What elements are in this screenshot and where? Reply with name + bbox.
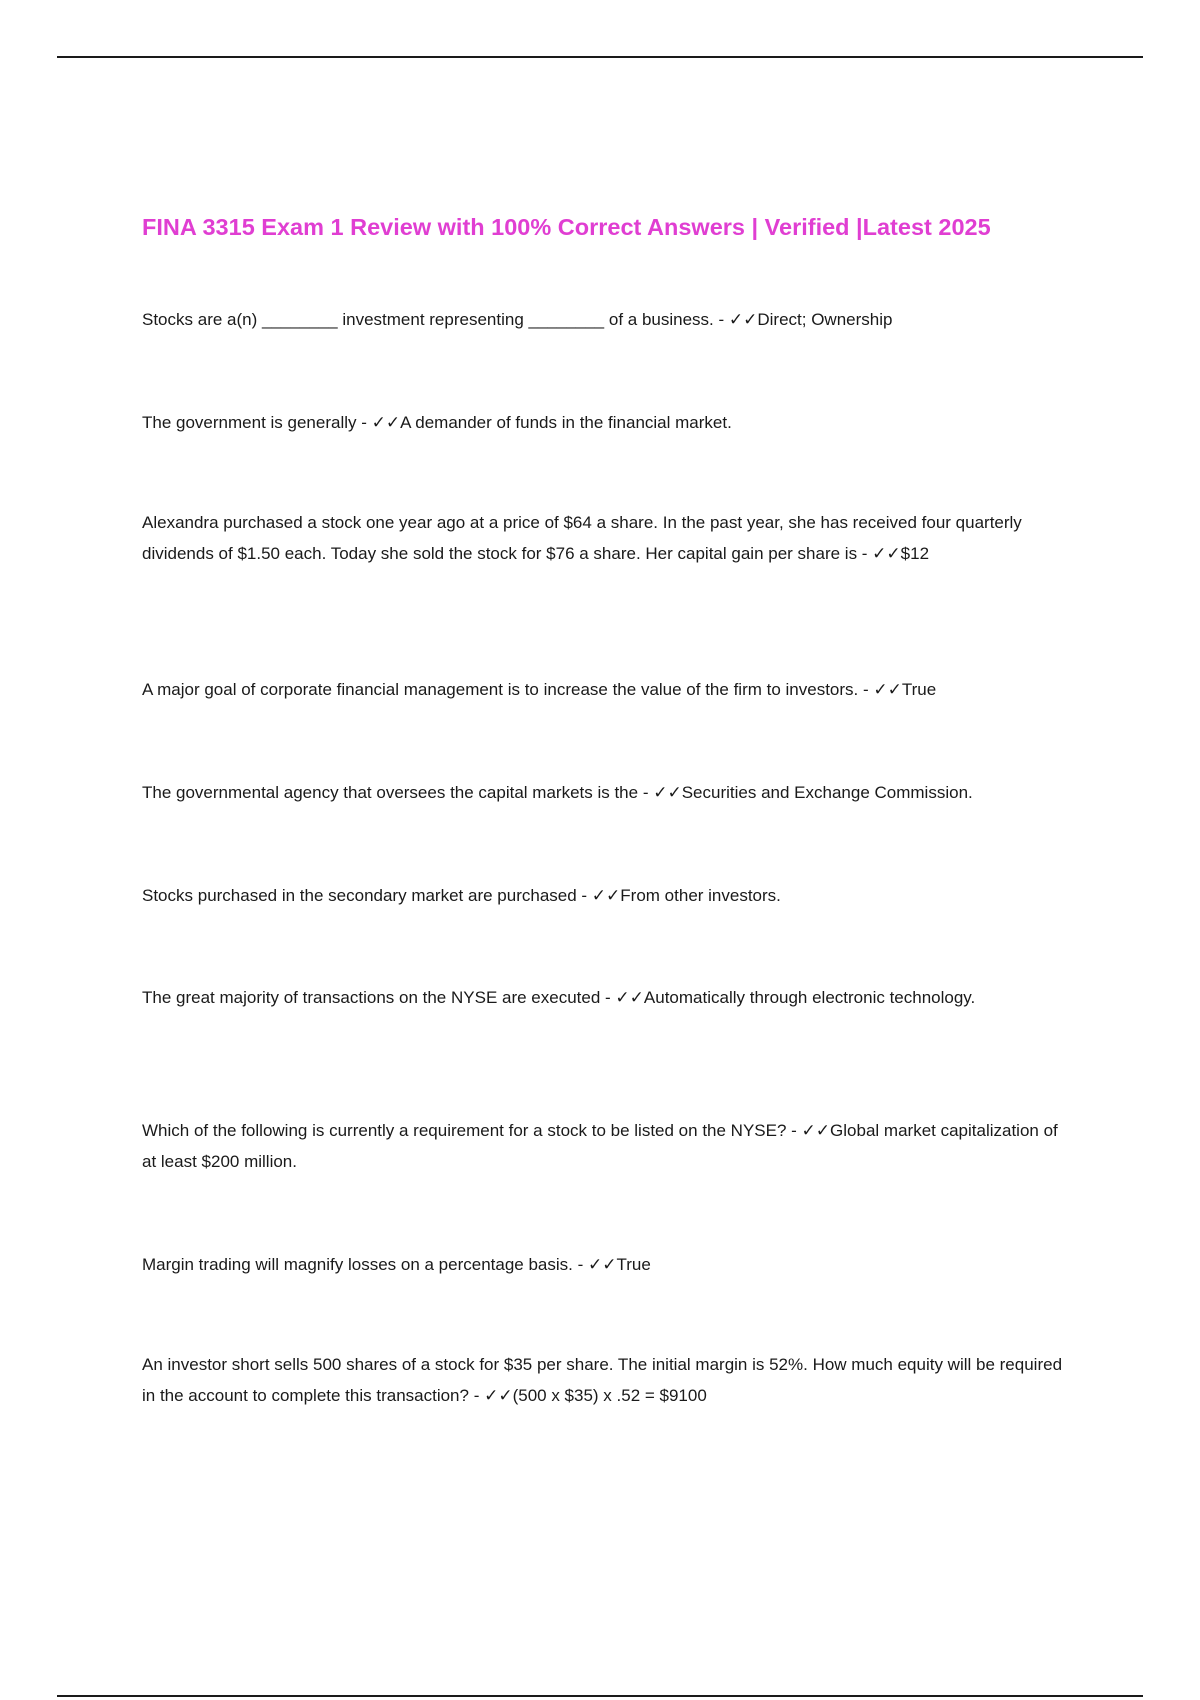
qa-item-7 <box>142 982 1072 1013</box>
question-text: The governmental agency that oversees the capital markets is the <box>142 783 639 802</box>
check-icon: ✓✓ <box>484 1386 513 1405</box>
check-icon: ✓✓ <box>873 680 902 699</box>
bottom-rule <box>57 1695 1143 1697</box>
answer-text: $12 <box>900 544 930 563</box>
separator: - <box>572 1255 588 1274</box>
top-rule <box>57 56 1143 58</box>
separator: - <box>858 680 874 699</box>
document-title: FINA 3315 Exam 1 Review with 100% Correct Answers | Verified |Latest 2025 <box>142 214 991 240</box>
qa-item-1 <box>142 304 1072 335</box>
qa-item-2 <box>142 407 1072 438</box>
question-text: An investor short sells 500 shares of a stock for $35 per share. The initial margin is 52%. How much equity will be required in the account to complete this transaction? <box>142 1355 1063 1405</box>
check-icon: ✓✓ <box>615 988 644 1007</box>
answer-text: From other investors. <box>620 886 781 905</box>
answer-text: A demander of funds in the financial market. <box>400 413 732 432</box>
qa-item-10 <box>142 1349 1072 1411</box>
question-text: Stocks purchased in the secondary market are purchased <box>142 886 577 905</box>
separator: - <box>786 1121 802 1140</box>
question-text: The government is generally <box>142 413 357 432</box>
qa-item-3 <box>142 507 1072 569</box>
separator: - <box>638 783 654 802</box>
question-text: A major goal of corporate financial management is to increase the value of the firm to investors. <box>142 680 859 699</box>
separator: - <box>713 310 729 329</box>
check-icon: ✓✓ <box>872 544 901 563</box>
separator: - <box>600 988 616 1007</box>
answer-text: Automatically through electronic technology. <box>643 988 976 1007</box>
answer-text: Securities and Exchange Commission. <box>681 783 973 802</box>
question-text: Margin trading will magnify losses on a percentage basis. <box>142 1255 573 1274</box>
answer-text: Direct; Ownership <box>757 310 893 329</box>
separator: - <box>857 544 873 563</box>
question-text: Which of the following is currently a requirement for a stock to be listed on the NYSE? <box>142 1121 787 1140</box>
answer-text: True <box>901 680 937 699</box>
separator: - <box>356 413 372 432</box>
qa-item-6 <box>142 880 1072 911</box>
answer-text: (500 x $35) x .52 = $9100 <box>512 1386 707 1405</box>
answer-text: Global market capitalization of at least $200 million. <box>142 1121 1058 1171</box>
separator: - <box>576 886 592 905</box>
question-text: Alexandra purchased a stock one year ago at a price of $64 a share. In the past year, she has received four quarterly dividends of $1.50 each. Today she sold the stock for $76 a share. Her capital gain per share is <box>142 513 1022 563</box>
qa-item-9 <box>142 1249 1072 1280</box>
question-text: The great majority of transactions on the NYSE are executed <box>142 988 601 1007</box>
check-icon: ✓✓ <box>588 1255 617 1274</box>
qa-item-5 <box>142 777 1072 808</box>
check-icon: ✓✓ <box>728 310 758 329</box>
separator: - <box>468 1386 485 1405</box>
check-icon: ✓✓ <box>371 413 401 432</box>
check-icon: ✓✓ <box>591 886 621 905</box>
answer-text: True <box>616 1255 651 1274</box>
check-icon: ✓✓ <box>653 783 682 802</box>
qa-item-8 <box>142 1115 1072 1177</box>
check-icon: ✓✓ <box>801 1121 831 1140</box>
qa-item-4 <box>142 674 1072 705</box>
question-text: Stocks are a(n) ________ investment representing ________ of a business. <box>142 310 714 329</box>
